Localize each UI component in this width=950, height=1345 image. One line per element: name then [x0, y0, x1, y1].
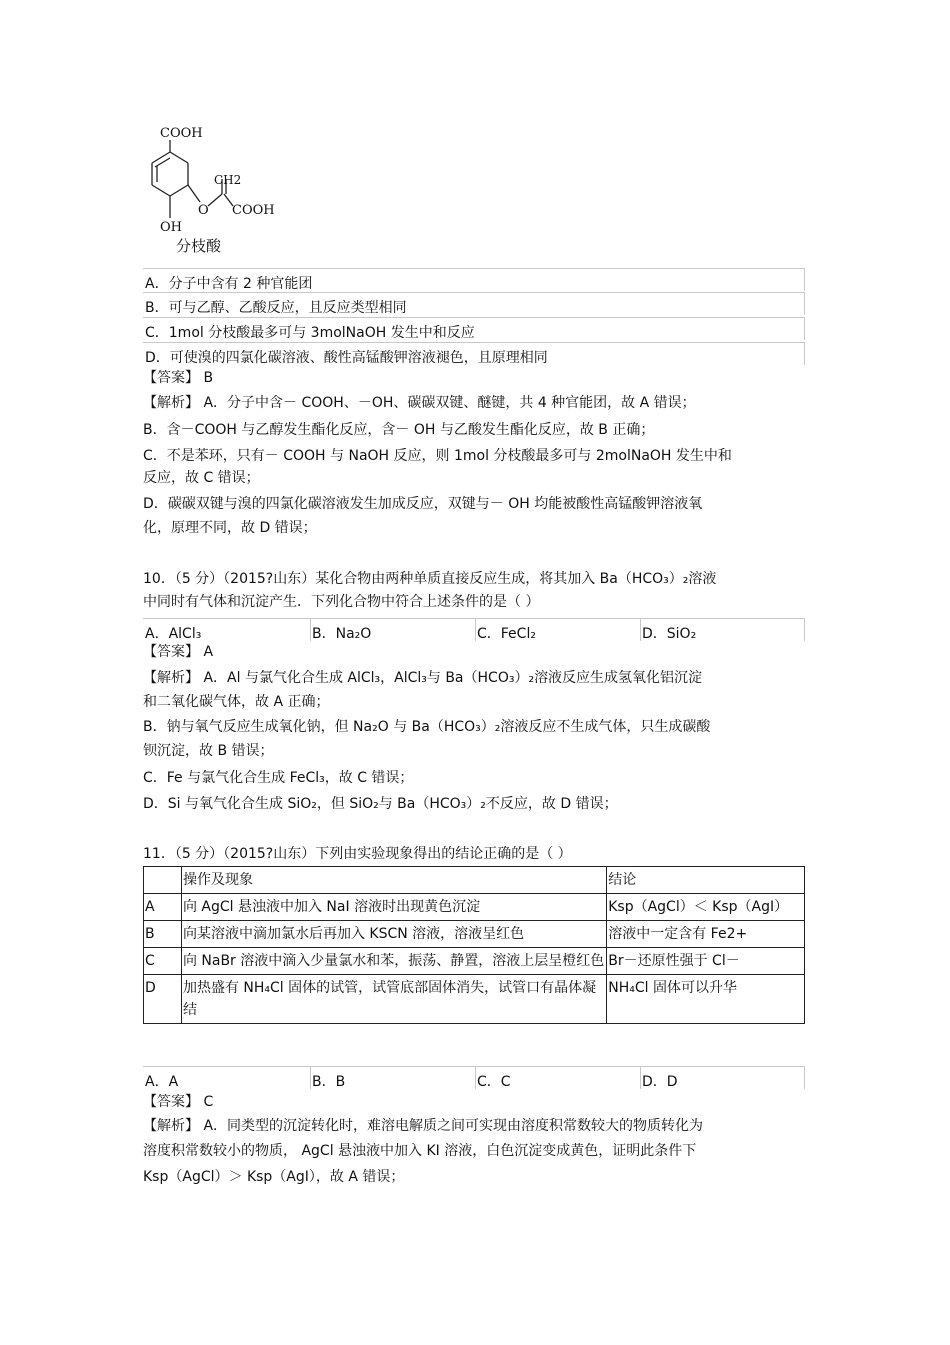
table-header-cell: 操作及现象: [181, 867, 606, 894]
q10-analysis-line-4: 钡沉淀，故 B 错误；: [143, 743, 274, 759]
row-key: D: [144, 975, 182, 1024]
q9-analysis-line-3: C．不是苯环，只有－ COOH 与 NaOH 反应，则 1mol 分枝酸最多可与 2molNaOH 发生中和: [143, 448, 732, 464]
q10-analysis-line-5: C．Fe 与氯气化合生成 FeCl₃，故 C 错误；: [143, 770, 414, 786]
table-header-cell: 结论: [607, 867, 805, 894]
q9-analysis-line-5: D．碳碳双键与溴的四氯化碳溶液发生加成反应，双键与－ OH 均能被酸性高锰酸钾溶液氧: [143, 496, 703, 512]
q10-analysis-line-2: 和二氧化碳气体，故 A 正确；: [143, 694, 330, 710]
row-operation: 向 NaBr 溶液中滴入少量氯水和苯，振荡、静置，溶液上层呈橙红色: [181, 948, 606, 975]
row-operation: 向 AgCl 悬浊液中加入 NaI 溶液时出现黄色沉淀: [181, 894, 606, 921]
q10-answer: 【答案】 A: [143, 644, 214, 660]
q9-analysis-line-6: 化，原理不同，故 D 错误；: [143, 520, 317, 536]
cooh-top-label: COOH: [160, 126, 203, 141]
divider: [310, 1067, 311, 1089]
table-row: [144, 894, 805, 921]
q10-option-a[interactable]: A．AlCl₃: [145, 626, 202, 642]
q9-analysis-line-4: 反应，故 C 错误；: [143, 470, 260, 486]
oxygen-label: O: [198, 203, 209, 218]
q9-analysis-line-2: B．含－COOH 与乙醇发生酯化反应，含－ OH 与乙酸发生酯化反应，故 B 正确；: [143, 422, 655, 438]
q9-option-a[interactable]: A．分子中含有 2 种官能团: [143, 268, 805, 291]
divider: [475, 619, 476, 641]
q10-stem-line-2: 中同时有气体和沉淀产生．下列化合物中符合上述条件的是（ ）: [143, 594, 540, 610]
q9-answer: 【答案】 B: [143, 370, 214, 386]
row-conclusion: Br－还原性强于 Cl－: [607, 948, 805, 975]
divider: [640, 619, 641, 641]
q9-option-b[interactable]: B．可与乙醇、乙酸反应，且反应类型相同: [143, 292, 805, 315]
table-row: [144, 975, 805, 1024]
q9-option-c[interactable]: C．1mol 分枝酸最多可与 3molNaOH 发生中和反应: [143, 317, 805, 340]
divider: [640, 1067, 641, 1089]
branching-acid-structure: [140, 122, 290, 262]
ch2-label: CH2: [214, 173, 242, 187]
q11-analysis-line-3: Ksp（AgCl）＞ Ksp（AgI），故 A 错误；: [143, 1169, 405, 1185]
q9-analysis-line-1: 【解析】 A．分子中含－ COOH、－OH、碳碳双键、醚键，共 4 种官能团，故 A 错误；: [143, 395, 696, 411]
q11-experiment-table: [143, 866, 805, 1024]
q10-options-row: [143, 618, 805, 641]
divider: [310, 619, 311, 641]
q10-option-b[interactable]: B．Na₂O: [312, 626, 372, 642]
q11-option-b[interactable]: B．B: [312, 1074, 346, 1090]
q9-option-d[interactable]: D．可使溴的四氯化碳溶液、酸性高锰酸钾溶液褪色，且原理相同: [143, 342, 805, 365]
row-conclusion: NH₄Cl 固体可以升华: [607, 975, 805, 1024]
q11-options-row: [143, 1066, 805, 1089]
row-conclusion: 溶液中一定含有 Fe2+: [607, 921, 805, 948]
row-key: B: [144, 921, 182, 948]
row-operation: 加热盛有 NH₄Cl 固体的试管，试管底部固体消失，试管口有晶体凝结: [181, 975, 606, 1024]
oh-label: OH: [160, 220, 182, 235]
row-key: C: [144, 948, 182, 975]
q11-option-a[interactable]: A．A: [145, 1074, 179, 1090]
table-header-row: [144, 867, 805, 894]
q10-stem-line-1: 10．（5 分）（2015?山东）某化合物由两种单质直接反应生成，将其加入 Ba（HCO₃）₂溶液: [143, 571, 717, 587]
table-header-cell: [144, 867, 182, 894]
row-key: A: [144, 894, 182, 921]
q10-option-c[interactable]: C．FeCl₂: [477, 626, 536, 642]
q11-analysis-line-2: 溶度积常数较小的物质， AgCl 悬浊液中加入 KI 溶液，白色沉淀变成黄色，证明此条件下: [143, 1143, 697, 1159]
structure-caption: 分枝酸: [176, 237, 222, 255]
row-conclusion: Ksp（AgCl）＜ Ksp（AgI）: [607, 894, 805, 921]
q10-option-d[interactable]: D．SiO₂: [642, 626, 697, 642]
row-operation: 向某溶液中滴加氯水后再加入 KSCN 溶液，溶液呈红色: [181, 921, 606, 948]
q11-analysis-line-1: 【解析】 A．同类型的沉淀转化时，难溶电解质之间可实现由溶度积常数较大的物质转化为: [143, 1118, 704, 1134]
q11-option-d[interactable]: D．D: [642, 1074, 678, 1090]
q10-analysis-line-3: B．钠与氧气反应生成氧化钠，但 Na₂O 与 Ba（HCO₃）₂溶液反应不生成气体，只生成碳酸: [143, 719, 711, 735]
table-row: [144, 948, 805, 975]
cooh-side-label: COOH: [232, 203, 275, 218]
divider: [475, 1067, 476, 1089]
table-row: [144, 921, 805, 948]
q10-analysis-line-6: D．Si 与氧气化合生成 SiO₂，但 SiO₂与 Ba（HCO₃）₂不反应，故 D 错误；: [143, 796, 618, 812]
q10-analysis-line-1: 【解析】 A．Al 与氯气化合生成 AlCl₃，AlCl₃与 Ba（HCO₃）₂溶液反应生成氢氧化铝沉淀: [143, 670, 703, 686]
q11-stem: 11．（5 分）（2015?山东）下列由实验现象得出的结论正确的是（ ）: [143, 846, 572, 862]
q11-option-c[interactable]: C．C: [477, 1074, 511, 1090]
q11-answer: 【答案】 C: [143, 1094, 214, 1110]
